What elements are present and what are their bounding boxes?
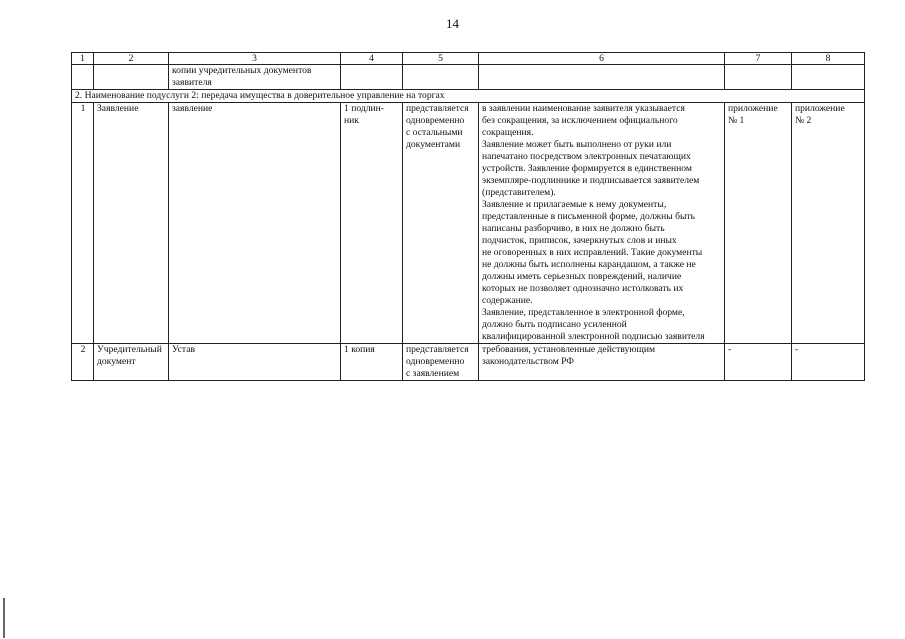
cell-sample bbox=[792, 344, 865, 381]
continuation-row bbox=[72, 65, 865, 90]
cell-number: 1 bbox=[72, 103, 94, 344]
cell-line: представляется bbox=[406, 344, 469, 355]
cell-line: не оговоренных в них исправлений. Такие документы bbox=[482, 247, 703, 258]
cell-line: одновременно bbox=[406, 115, 465, 126]
cell-line: напечатано посредством электронных печатающих bbox=[482, 151, 691, 162]
section-row bbox=[72, 90, 865, 103]
column-number: 5 bbox=[403, 53, 479, 65]
cell-form bbox=[725, 103, 792, 344]
cell-line: ник bbox=[344, 115, 359, 126]
column-number: 2 bbox=[94, 53, 169, 65]
cell-line: требования, установленные действующим bbox=[482, 344, 656, 355]
column-number: 6 bbox=[479, 53, 725, 65]
cell-requirements bbox=[479, 103, 725, 344]
cell-quantity bbox=[341, 344, 403, 381]
cell-line: с заявлением bbox=[406, 368, 460, 379]
cell-number: 2 bbox=[72, 344, 94, 381]
cell-line: представленные в письменной форме, должны быть bbox=[482, 211, 695, 222]
cell-line: законодательством РФ bbox=[482, 356, 574, 367]
cell-line: заявителя bbox=[172, 77, 212, 88]
cell-line: сокращения. bbox=[482, 127, 534, 138]
cell-form bbox=[725, 65, 792, 90]
cell-line: без сокращения, за исключением официального bbox=[482, 115, 678, 126]
cell-line: документами bbox=[406, 139, 461, 150]
cell-line: не должны быть исполнены карандашом, а также не bbox=[482, 259, 696, 270]
cell-condition bbox=[403, 65, 479, 90]
cell-line: приложение bbox=[795, 103, 845, 114]
cell-line: (представителем). bbox=[482, 187, 556, 198]
cell-doc-name bbox=[169, 103, 341, 344]
cell-line: с остальными bbox=[406, 127, 463, 138]
cell-line: документ bbox=[97, 356, 136, 367]
cell-line: в заявлении наименование заявителя указывается bbox=[482, 103, 685, 114]
column-number: 3 bbox=[169, 53, 341, 65]
cell-doc-name bbox=[169, 65, 341, 90]
cell-doc-category bbox=[94, 344, 169, 381]
cell-line: должны иметь серьезных повреждений, наличие bbox=[482, 271, 682, 282]
cell-line: № 2 bbox=[795, 115, 812, 126]
column-number: 4 bbox=[341, 53, 403, 65]
page-number: 14 bbox=[446, 16, 459, 31]
cell-condition bbox=[403, 103, 479, 344]
cell-line: Заявление bbox=[97, 103, 139, 114]
cell-line: Устав bbox=[172, 344, 195, 355]
cell-quantity bbox=[341, 103, 403, 344]
cell-doc-category bbox=[94, 65, 169, 90]
cell-line: квалифицированной электронной подписью заявителя bbox=[482, 331, 705, 342]
section-title: 2. Наименование подуслуги 2: передача имущества в доверительное управление на торгах bbox=[72, 90, 865, 103]
cell-line: Учредительный bbox=[97, 344, 162, 355]
cell-condition bbox=[403, 344, 479, 381]
cell-requirements bbox=[479, 65, 725, 90]
cell-line: Заявление и прилагаемые к нему документы, bbox=[482, 199, 667, 210]
cell-line: - bbox=[728, 344, 732, 355]
column-numbers-row bbox=[72, 53, 865, 65]
column-number: 7 bbox=[725, 53, 792, 65]
scan-edge-mark bbox=[3, 598, 5, 638]
cell-line: 1 копия bbox=[344, 344, 375, 355]
cell-line: одновременно bbox=[406, 356, 465, 367]
cell-line: заявление bbox=[172, 103, 213, 114]
cell-line: устройств. Заявление формируется в единственном bbox=[482, 163, 692, 174]
cell-number bbox=[72, 65, 94, 90]
cell-line: Заявление, представленное в электронной форме, bbox=[482, 307, 685, 318]
cell-quantity bbox=[341, 65, 403, 90]
column-number: 8 bbox=[792, 53, 865, 65]
table-row bbox=[72, 103, 865, 344]
cell-line: содержание. bbox=[482, 295, 533, 306]
cell-line: написаны разборчиво, в них не должно быть bbox=[482, 223, 665, 234]
cell-line: № 1 bbox=[728, 115, 745, 126]
cell-line: подчисток, приписок, зачеркнутых слов и иных bbox=[482, 235, 677, 246]
cell-line: - bbox=[795, 344, 799, 355]
cell-sample bbox=[792, 103, 865, 344]
cell-line: экземпляре-подлиннике и подписывается заявителем bbox=[482, 175, 700, 186]
documents-table bbox=[71, 52, 865, 381]
cell-line: которых не позволяет однозначно истолковать их bbox=[482, 283, 684, 294]
cell-line: приложение bbox=[728, 103, 778, 114]
cell-sample bbox=[792, 65, 865, 90]
column-number: 1 bbox=[72, 53, 94, 65]
cell-line: 1 подлин- bbox=[344, 103, 384, 114]
cell-line: Заявление может быть выполнено от руки или bbox=[482, 139, 672, 150]
cell-line: копии учредительных документов bbox=[172, 65, 312, 76]
cell-line: представляется bbox=[406, 103, 469, 114]
cell-form bbox=[725, 344, 792, 381]
table-row bbox=[72, 344, 865, 381]
cell-line: должно быть подписано усиленной bbox=[482, 319, 627, 330]
cell-requirements bbox=[479, 344, 725, 381]
cell-doc-name bbox=[169, 344, 341, 381]
cell-doc-category bbox=[94, 103, 169, 344]
